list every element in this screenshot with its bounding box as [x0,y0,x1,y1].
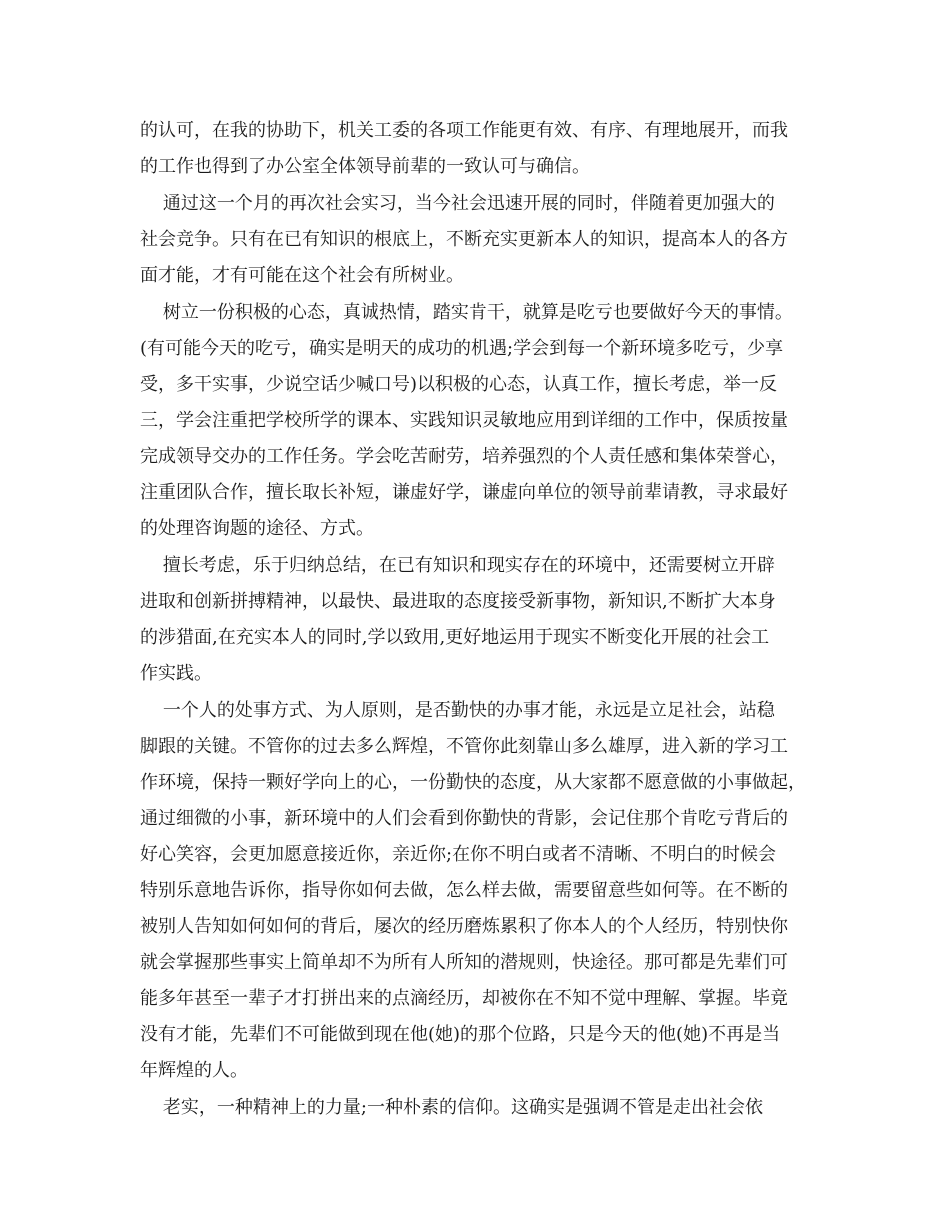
text-line: 完成领导交办的工作任务。学会吃苦耐劳，培养强烈的个人责任感和集体荣誉心， [140,446,788,467]
text-line: 好心笑容，会更加愿意接近你，亲近你;在你不明白或者不清晰、不明白的时候会 [140,844,777,865]
text-line: 没有才能，先辈们不可能做到现在他(她)的那个位路，只是今天的他(她)不再是当 [140,1024,781,1045]
text-line: 的涉猎面,在充实本人的同时,学以致用,更好地运用于现实不断变化开展的社会工 [140,627,770,648]
text-line: 特别乐意地告诉你，指导你如何去做，怎么样去做，需要留意些如何等。在不断的 [140,880,788,901]
text-line: 三，学会注重把学校所学的课本、实践知识灵敏地应用到详细的工作中，保质按量 [140,410,788,431]
text-line: 的工作也得到了办公室全体领导前辈的一致认可与确信。 [140,156,590,177]
text-line: 擅长考虑，乐于归纳总结，在已有知识和现实存在的环境中，还需要树立开辟 [140,555,775,576]
paragraph [140,693,810,1089]
text-line: 的认可，在我的协助下，机关工委的各项工作能更有效、有序、有理地展开，而我 [140,120,788,141]
text-line: 通过这一个月的再次社会实习，当今社会迅速开展的同时，伴随着更加强大的 [140,193,775,214]
text-line: 通过细微的小事，新环境中的人们会看到你勤快的背影，会记住那个肯吃亏背后的 [140,808,788,829]
text-line: 注重团队合作，擅长取长补短，谦虚好学，谦虚向单位的领导前辈请教，寻求最好 [140,482,788,503]
text-line: 作环境，保持一颗好学向上的心，一份勤快的态度，从大家都不愿意做的小事做起， [140,772,806,793]
text-line: 面才能，才有可能在这个社会有所树业。 [140,265,464,286]
document-body [140,113,810,1126]
paragraph [140,548,810,692]
text-line: 就会掌握那些事实上简单却不为所有人所知的潜规则，快途径。那可都是先辈们可 [140,952,788,973]
paragraph [140,295,810,547]
text-line: 老实，一种精神上的力量;一种朴素的信仰。这确实是强调不管是走出社会依 [140,1097,763,1118]
text-line: 脚跟的关键。不管你的过去多么辉煌，不管你此刻靠山多么雄厚，进入新的学习工 [140,736,788,757]
text-line: 受，多干实事，少说空话少喊口号)以积极的心态，认真工作，擅长考虑，举一反 [140,374,778,395]
text-line: 能多年甚至一辈子才打拼出来的点滴经历，却被你在不知不觉中理解、掌握。毕竟 [140,988,788,1009]
text-line: 树立一份积极的心态，真诚热情，踏实肯干，就算是吃亏也要做好今天的事情。 [140,302,793,323]
text-line: 作实践。 [140,663,212,684]
paragraph [140,113,810,185]
text-line: 的处理咨询题的途径、方式。 [140,518,374,539]
text-line: (有可能今天的吃亏，确实是明天的成功的机遇;学会到每一个新环境多吃亏，少享 [140,338,784,359]
text-line: 一个人的处事方式、为人原则，是否勤快的办事才能，永远是立足社会，站稳 [140,700,775,721]
text-line: 被别人告知如何如何的背后，屡次的经历磨炼累积了你本人的个人经历，特别快你 [140,916,788,937]
text-line: 年辉煌的人。 [140,1060,248,1081]
text-line: 进取和创新拼搏精神，以最快、最进取的态度接受新事物，新知识,不断扩大本身 [140,591,776,612]
text-line: 社会竞争。只有在已有知识的根底上，不断充实更新本人的知识，提高本人的各方 [140,229,788,250]
paragraph [140,1090,810,1126]
paragraph [140,186,810,294]
